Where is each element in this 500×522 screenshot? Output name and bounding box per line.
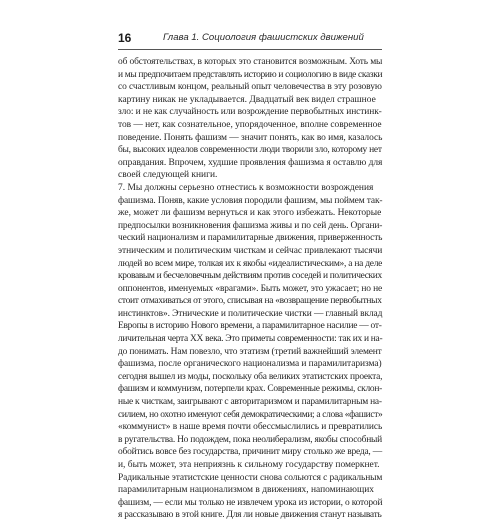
text-line: я рассказываю в этой книге. Для ли новые движения станут называть bbox=[118, 510, 382, 521]
text-line: обойтись вовсе без государства, причинит миру столько же вреда, — bbox=[118, 447, 382, 458]
text-line: до понимать. Нам повезло, что этатизм (третий важнейший элемент bbox=[118, 346, 382, 357]
text-line: со счастливым концом, реальный опыт человечества в эту розовую bbox=[118, 82, 382, 93]
text-line: оправдания. Впрочем, худшие проявления фашизма я оставлю для bbox=[118, 157, 383, 168]
text-line: силием, но охотно именуют себя демократическими; а слова «фашист» bbox=[118, 409, 383, 420]
header-divider bbox=[118, 49, 382, 50]
text-line: оппонентов, именуемых «врагами». Быть может, это ужасает; но не bbox=[118, 283, 383, 294]
text-line: инстинктов». Этнические и политические чистки — главный вклад bbox=[118, 308, 383, 319]
text-line: и, быть может, эта неприязнь к сильному государству померкнет. bbox=[118, 460, 380, 470]
running-head bbox=[118, 31, 382, 47]
text-line: предпосылки возникновения фашизма живы и по сей день. Органи- bbox=[118, 220, 383, 231]
text-line: фашизма. Поняв, какие условия породили фашизм, мы поймем так- bbox=[118, 195, 383, 206]
text-line: картину никак не укладывается. Двадцатый век видел страшное bbox=[118, 94, 376, 105]
text-line: этническим и политическим чисткам и сейчас привлекают тысячи bbox=[118, 245, 383, 256]
text-line: же, может ли фашизм вернуться и как этого избежать. Некоторые bbox=[118, 208, 382, 219]
text-line: 7. Мы должны серьезно отнестись к возможности возрождения bbox=[118, 182, 374, 193]
text-line: фашизм, — если мы только не извлечем урока из истории, о которой bbox=[118, 497, 383, 508]
text-line: парамилитарным национализмом в движениях, напоминающих bbox=[118, 485, 375, 496]
text-line: зло: и не как случайность или возрождение первобытных инстинк- bbox=[118, 107, 382, 118]
text-line: кровавым и бесчеловечным действиям против соседей и политических bbox=[118, 271, 382, 282]
chapter-title: Глава 1. Социология фашистских движений bbox=[163, 32, 364, 43]
text-line: бы, высоких идеалов современности люди творили зло, которому нет bbox=[118, 145, 382, 156]
text-line: ные к чисткам, заигрывают с авторитаризмом и парамилитарным на- bbox=[118, 397, 382, 408]
text-line: стоит отмахиваться от этого, списывая на «возвращение первобытных bbox=[118, 296, 382, 307]
text-line: тов — нет, как сознательное, упорядоченное, вполне современное bbox=[118, 119, 382, 130]
text-line: сегодня вышел из моды, поскольку оба великих этатистских проекта, bbox=[118, 371, 383, 382]
text-line: поведение. Понять фашизм — значит понять, как во имя, казалось bbox=[118, 132, 383, 143]
text-line: своей следующей книги. bbox=[118, 170, 218, 181]
text-line: и мы предпочитаем представлять историю и социологию в виде сказки bbox=[118, 69, 383, 80]
text-line: людей во всем мире, толкая их к якобы «идеалистическим», а на деле bbox=[118, 258, 383, 269]
text-line: фашизм и коммунизм, потерпели крах. Современные режимы, склон- bbox=[118, 384, 383, 395]
text-line: Радикальные этатистские ценности снова сольются с радикальным bbox=[118, 472, 383, 483]
text-line: Европы в историю Нового времени, а парамилитарное насилие — от- bbox=[118, 321, 382, 332]
text-line: личительная черта XX века. Это приметы современности: так их и на- bbox=[118, 334, 383, 345]
body-text bbox=[118, 56, 382, 522]
text-line: ческий национализм и парамилитарные движения, приверженность bbox=[118, 233, 383, 244]
text-line: фашизма, после органического национализма и парамилитаризма) bbox=[118, 359, 382, 370]
text-line: «коммунист» в наше время почти обессмыслились и превратились bbox=[118, 422, 383, 433]
text-line: об обстоятельствах, в которых это становится возможным. Хоть мы bbox=[118, 57, 383, 67]
text-line: в ругательства. Но подождем, пока неолиберализм, якобы способный bbox=[118, 434, 382, 445]
page-number: 16 bbox=[118, 31, 132, 45]
